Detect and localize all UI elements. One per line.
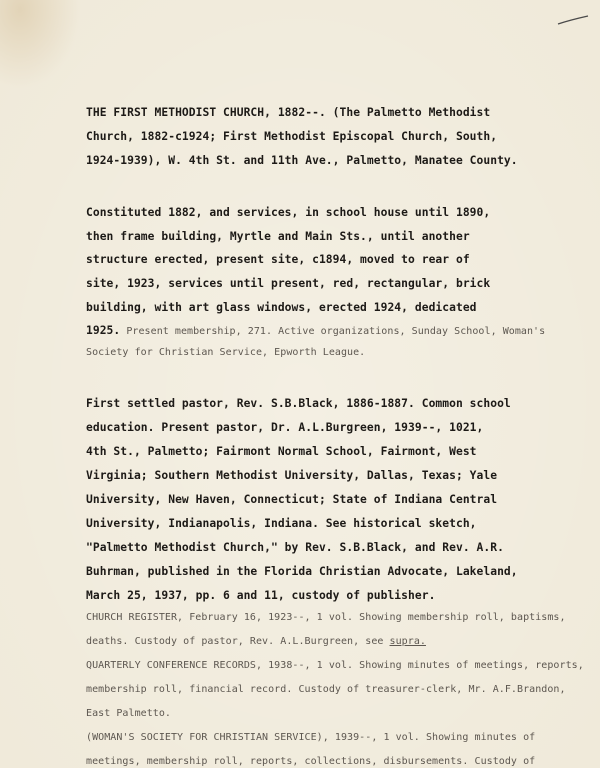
history-line-4: site, 1923, services until present, red, rectangular, brick [86,277,491,290]
pastor-line-9: March 25, 1937, pp. 6 and 11, custody of publisher. [86,589,436,602]
pastor-line-8: Buhrman, published in the Florida Christian Advocate, Lakeland, [86,565,518,578]
quarterly-records-line-1: QUARTERLY CONFERENCE RECORDS, 1938--, 1 vol. Showing minutes of meetings, reports, [86,660,584,671]
pastor-line-5: University, New Haven, Connecticut; State of Indiana Central [86,493,498,506]
heading-line-2: Church, 1882-c1924; First Methodist Episcopal Church, South, [86,130,498,143]
history-line-2: then frame building, Myrtle and Main Sts., until another [86,230,470,243]
history-membership: Present membership, 271. Active organizations, Sunday School, Woman's [120,326,546,337]
history-line-6 [86,324,545,337]
wscs-line-2: meetings, membership roll, reports, collections, disbursements. Custody of [86,756,536,767]
history-line-7: Society for Christian Service, Epworth League. [86,347,366,358]
quarterly-records-line-3: East Palmetto. [86,708,171,719]
pastor-line-4: Virginia; Southern Methodist University, Dallas, Texas; Yale [86,469,498,482]
pastor-line-1: First settled pastor, Rev. S.B.Black, 1886-1887. Common school [86,397,511,410]
history-year: 1925. [86,324,121,337]
pastor-line-6: University, Indianapolis, Indiana. See historical sketch, [86,517,477,530]
pastor-line-3: 4th St., Palmetto; Fairmont Normal School, Fairmont, West [86,445,477,458]
pastor-line-2: education. Present pastor, Dr. A.L.Burgreen, 1939--, 1021, [86,421,484,434]
heading-line-3: 1924-1939), W. 4th St. and 11th Ave., Palmetto, Manatee County. [86,154,518,167]
wscs-line-1: (WOMAN'S SOCIETY FOR CHRISTIAN SERVICE), 1939--, 1 vol. Showing minutes of [86,732,536,743]
history-line-1: Constituted 1882, and services, in school house until 1890, [86,206,491,219]
supra-reference: supra. [389,636,426,647]
heading-line-1: THE FIRST METHODIST CHURCH, 1882--. (The Palmetto Methodist [86,106,491,119]
church-register-line-2 [86,636,426,647]
church-register-line-1: CHURCH REGISTER, February 16, 1923--, 1 vol. Showing membership roll, baptisms, [86,612,566,623]
church-register-custody: deaths. Custody of pastor, Rev. A.L.Burgreen, see [86,636,390,647]
quarterly-records-line-2: membership roll, financial record. Custody of treasurer-clerk, Mr. A.F.Brandon, [86,684,566,695]
history-line-3: structure erected, present site, c1894, moved to rear of [86,253,470,266]
pastor-line-7: "Palmetto Methodist Church," by Rev. S.B.Black, and Rev. A.R. [86,541,504,554]
pencil-mark-icon [556,14,590,26]
history-line-5: building, with art glass windows, erected 1924, dedicated [86,301,477,314]
